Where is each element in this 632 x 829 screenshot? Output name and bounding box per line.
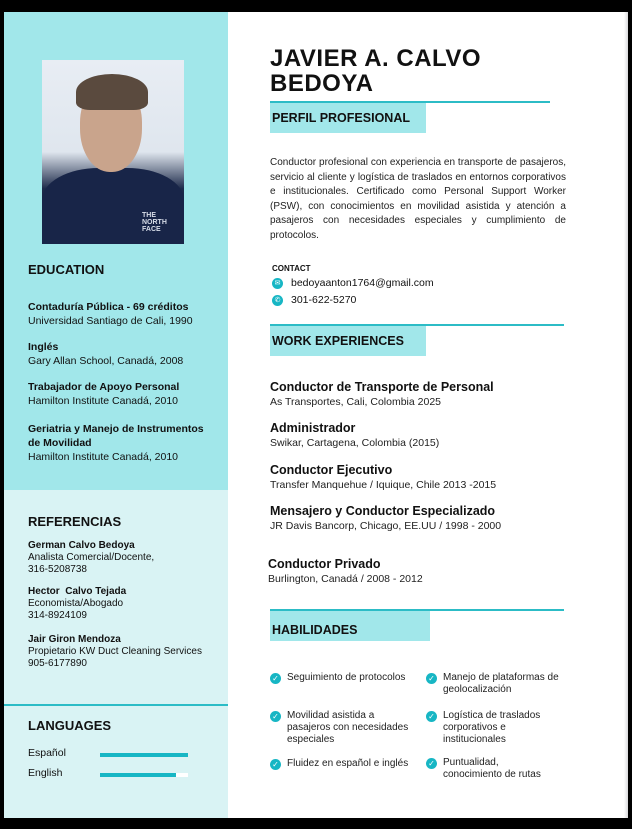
- job-item: [270, 462, 570, 492]
- education-title: Geriatria y Manejo de Instrumentos de Movilidad: [28, 423, 204, 449]
- job-item: [268, 556, 568, 586]
- skill-text: Movilidad asistida a pasajeros con necesidades especiales: [287, 710, 409, 745]
- education-item: [28, 340, 218, 368]
- reference-role: Economista/Abogado: [28, 598, 124, 609]
- language-label: Español: [28, 747, 66, 759]
- education-title: Trabajador de Apoyo Personal: [28, 381, 180, 393]
- job-detail: As Transportes, Cali, Colombia 2025: [270, 396, 441, 408]
- language-row: [28, 747, 66, 759]
- job-item: [270, 503, 570, 533]
- reference-phone: 905-6177890: [28, 658, 87, 669]
- job-detail: Transfer Manquehue / Iquique, Chile 2013 -2015: [270, 479, 497, 491]
- job-title: Mensajero y Conductor Especializado: [270, 504, 496, 518]
- language-level-fill: [100, 773, 176, 777]
- check-circle-icon: ✓: [426, 673, 437, 684]
- language-row: [28, 767, 62, 779]
- phone-icon: ✆: [272, 295, 283, 306]
- reference-role: Analista Comercial/Docente,: [28, 552, 155, 563]
- languages-heading: LANGUAGES: [28, 718, 112, 733]
- job-title: Conductor de Transporte de Personal: [270, 380, 494, 394]
- reference-item: [28, 634, 223, 670]
- education-heading: EDUCATION: [28, 262, 105, 277]
- name-line-2: BEDOYA: [270, 70, 374, 97]
- education-item: [28, 380, 218, 408]
- reference-name: German Calvo Bedoya: [28, 540, 135, 551]
- education-title: Contaduría Pública - 69 créditos: [28, 301, 189, 313]
- job-title: Conductor Privado: [268, 557, 381, 571]
- profile-photo: [42, 60, 184, 244]
- candidate-name: [270, 46, 481, 96]
- jacket-logo: THE NORTH FACE: [142, 212, 167, 233]
- contact-heading: CONTACT: [272, 264, 311, 273]
- skill-text: Manejo de plataformas de geolocalización: [443, 672, 559, 695]
- job-title: Administrador: [270, 421, 356, 435]
- skill-item: [270, 672, 420, 684]
- name-line-1: JAVIER A. CALVO: [270, 45, 482, 72]
- sidebar-divider: [4, 704, 228, 706]
- work-heading: WORK EXPERIENCES: [270, 326, 426, 356]
- job-detail: Swikar, Cartagena, Colombia (2015): [270, 437, 440, 449]
- education-title: Inglés: [28, 341, 59, 353]
- skill-item: [426, 757, 556, 781]
- education-detail: Hamilton Institute Canadá, 2010: [28, 395, 179, 407]
- photo-hair: [76, 74, 148, 110]
- skill-text: Fluidez en español e inglés: [287, 758, 409, 769]
- check-circle-icon: ✓: [426, 711, 437, 722]
- skill-item: [270, 758, 425, 770]
- check-circle-icon: ✓: [270, 759, 281, 770]
- reference-name: Jair Giron Mendoza: [28, 634, 121, 645]
- profile-summary: Conductor profesional con experiencia en transporte de pasajeros, servicio al cliente y logística de traslados en entornos corporativos e institucionales. Certificado como Personal Support Worker (PSW), con conocimientos en movilidad asistida y atención a pasajeros con necesidades especiales y cumplimiento de protocolos.: [270, 157, 566, 241]
- references-heading: REFERENCIAS: [28, 514, 122, 529]
- profile-heading: PERFIL PROFESIONAL: [270, 103, 426, 133]
- skill-item: [426, 710, 556, 746]
- language-level-bar: [100, 753, 188, 757]
- page-edge: [624, 12, 628, 818]
- resume-page: [4, 12, 628, 818]
- email-text[interactable]: bedoyaanton1764@gmail.com: [291, 277, 434, 289]
- check-circle-icon: ✓: [270, 711, 281, 722]
- language-level-bar: [100, 773, 188, 777]
- email-icon: ✉: [272, 278, 283, 289]
- skills-heading: HABILIDADES: [270, 611, 430, 641]
- contact-email: [272, 277, 434, 289]
- education-detail: Universidad Santiago de Cali, 1990: [28, 315, 193, 327]
- skill-text: Logística de traslados corporativos e institucionales: [443, 710, 541, 745]
- reference-role: Propietario KW Duct Cleaning Services: [28, 646, 202, 657]
- skill-item: [270, 710, 420, 746]
- skill-item: [426, 672, 566, 696]
- education-detail: Gary Allan School, Canadá, 2008: [28, 355, 184, 367]
- job-item: [270, 420, 570, 450]
- reference-phone: 316-5208738: [28, 564, 87, 575]
- job-title: Conductor Ejecutivo: [270, 463, 393, 477]
- education-item: [28, 422, 213, 464]
- job-detail: Burlington, Canadá / 2008 - 2012: [268, 573, 423, 585]
- education-detail: Hamilton Institute Canadá, 2010: [28, 451, 179, 463]
- reference-item: [28, 540, 223, 576]
- skill-text: Puntualidad, conocimiento de rutas: [443, 757, 541, 780]
- reference-name: Hector Calvo Tejada: [28, 586, 127, 597]
- job-item: [270, 379, 570, 409]
- education-item: [28, 300, 218, 328]
- phone-text[interactable]: 301-622-5270: [291, 294, 357, 306]
- contact-phone: [272, 294, 356, 306]
- language-level-fill: [100, 753, 188, 757]
- reference-item: [28, 586, 223, 622]
- skill-text: Seguimiento de protocolos: [287, 672, 406, 683]
- reference-phone: 314-8924109: [28, 610, 87, 621]
- check-circle-icon: ✓: [426, 758, 437, 769]
- check-circle-icon: ✓: [270, 673, 281, 684]
- language-label: English: [28, 767, 63, 779]
- job-detail: JR Davis Bancorp, Chicago, EE.UU / 1998 - 2000: [270, 520, 502, 532]
